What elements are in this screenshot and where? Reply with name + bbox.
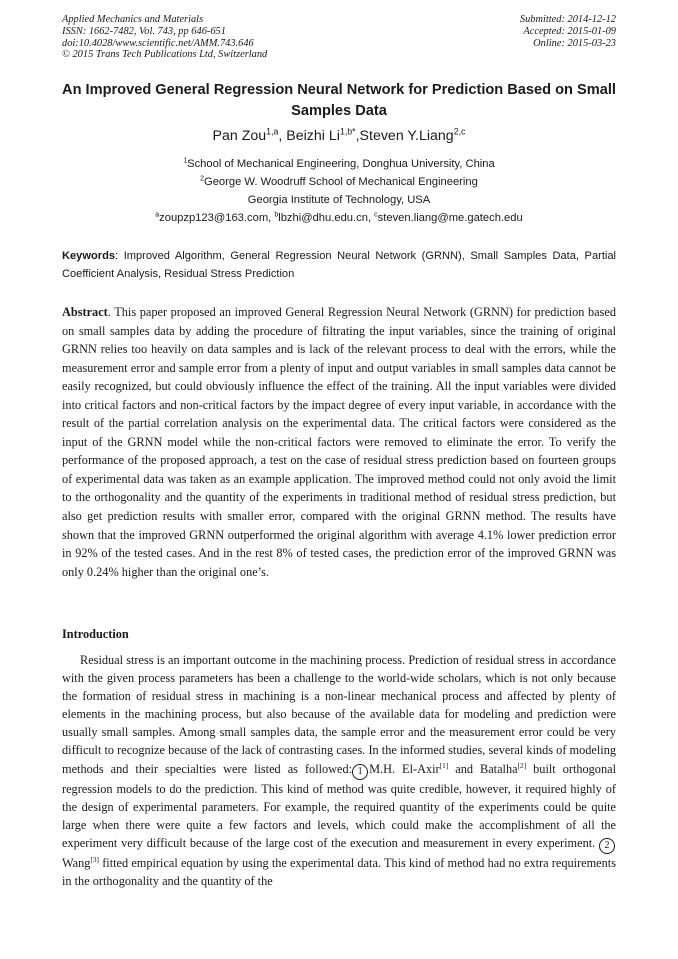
issn-info: ISSN: 1662-7482, Vol. 743, pp 646-651 [62,25,226,37]
email-link[interactable]: steven.liang@me.gatech.edu [377,212,523,224]
paragraph-text: Wang [62,855,91,870]
author-name: Steven Y.Liang [359,128,454,144]
affiliation-2 [40,173,638,191]
paragraph-text: M.H. El-Axir [369,761,440,776]
author-emails [40,209,638,227]
author-name: Pan Zou [212,128,267,144]
author-name: Beizhi Li [286,128,340,144]
paragraph-text: fitted empirical equation by using the experimental data. This kind of method had no extra requirements in the orthogonality and the quantity of the [62,855,616,888]
affiliation-marker: 1 [183,157,188,165]
introduction-heading: Introduction [62,627,129,641]
journal-header [62,14,616,66]
accepted-date: Accepted: 2015-01-09 [523,25,616,37]
paper-title: An Improved General Regression Neural Network for Prediction Based on Small Samples Data [62,82,616,119]
keywords-section [62,247,616,283]
introduction-paragraph [62,651,616,890]
paragraph-text: and Batalha [448,761,518,776]
affiliation-marker: 2 [200,175,204,183]
author-superscript: 1,b* [339,126,356,137]
email-marker: c [374,211,378,219]
abstract-text: . This paper proposed an improved General Regression Neural Network (GRNN) for prediction based on small samples data by adding the procedure of filtrating the input variables, since the training of original GRNN relies too heavily on data samples and is lack of the relevant process to deal with the errors, while the measurement error and sample error from a plenty of input and output variables in small samples data cannot be easily recognized, but could obviously influence the effect of the training. All the input variables were divided into critical factors and non-critical factors by the impact degree of every input variable, in accordance with the result of the partial correlation analysis on the experimental data. The critical factors were considered as the input of the GRNN model while the non-critical factors were removed to eliminate the error. To verify the performance of the proposed approach, a test on the case of residual stress prediction based on fourteen groups of experimental data was taken as an example application. The improved method could not only avoid the limit to the orthogonality and the quantity of the experiments in traditional method of residual stress prediction, but also get prediction results with smaller error, compared with the original GRNN method. The results have shown that the improved GRNN outperformed the original algorithm with average 4.1% lower prediction error in 92% of the tested cases. And in the rest 8% of tested cases, the prediction error of the improved GRNN was only 0.24% higher than the original one’s. [62,305,616,579]
keywords-text: : Improved Algorithm, General Regression Neural Network (GRNN), Small Samples Data, Partial Coefficient Analysis, Residual Stress Prediction [62,250,616,280]
journal-info [62,14,267,61]
paragraph-text: built orthogonal regression models to do the prediction. This kind of method was quite credible, however, it required highly of the design of experimental parameters. For example, the required quantity of the experiments could be quite large when there were quite a few factors and levels, which could make the accomplishment of all the experiment very difficult because of the large cost of the execution and measurement in every experiment. [62,761,616,850]
paragraph-text: Residual stress is an important outcome in the machining process. Prediction of residual stress in accordance with the given process parameters has been a challenge to the world-wide scholars, which is not only because the formation of residual stress in machining is a non-linear mechanical process and affected by plenty of elements in the machining process, but also because of the available data for modeling and prediction were usually small samples. Among small samples data, the sample error and the measurement error could be very difficult to recognize because of the lack of contrasting cases. In the informed studies, several kinds of modeling methods and their specialties were listed as followed: [62,653,616,776]
author-superscript: 2,c [453,126,466,137]
email-marker: a [155,211,160,219]
submitted-date: Submitted: 2014-12-12 [519,14,616,25]
citation-ref[interactable]: [2] [517,760,527,770]
affiliation-text: School of Mechanical Engineering, Donghua University, China [187,158,495,170]
copyright: © 2015 Trans Tech Publications Ltd, Switzerland [62,49,268,61]
citation-ref[interactable]: [3] [90,854,99,864]
doi-info: doi:10.4028/www.scientific.net/AMM.743.646 [62,37,254,49]
author-separator: , [355,128,360,144]
abstract-label: Abstract [62,305,108,319]
circled-number-2: 2 [599,838,615,854]
author-separator: , [278,128,287,144]
circled-number-1: 1 [352,764,368,780]
journal-name: Applied Mechanics and Materials [62,14,204,25]
keywords-label: Keywords [62,250,116,262]
author-list [40,126,638,146]
affiliation-2-institute: Georgia Institute of Technology, USA [247,194,431,206]
affiliation-1 [40,155,638,173]
email-link[interactable]: lbzhi@dhu.edu.cn, [278,212,375,224]
submission-dates [520,14,616,49]
abstract-section [62,303,616,581]
affiliation-text: George W. Woodruff School of Mechanical Engineering [204,176,478,188]
online-date: Online: 2015-03-23 [533,37,616,49]
citation-ref[interactable]: [1] [439,760,449,770]
email-link[interactable]: zoupzp123@163.com, [159,212,275,224]
email-marker: b [274,211,279,219]
author-superscript: 1,a [266,126,279,137]
